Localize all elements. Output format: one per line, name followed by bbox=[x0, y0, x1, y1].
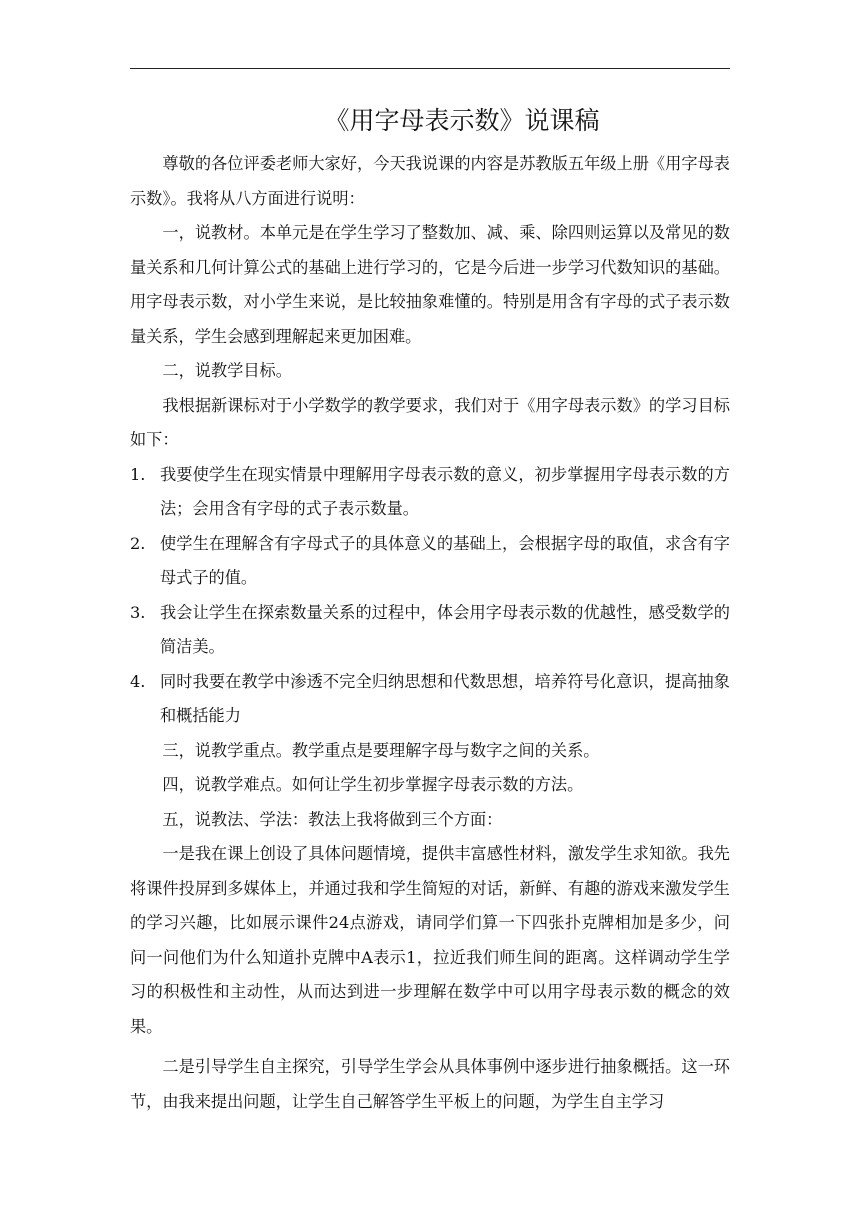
list-text: 我会让学生在探索数量关系的过程中，体会用字母表示数的优越性，感受数学的简洁美。 bbox=[160, 602, 730, 656]
paragraph-difficulties: 四，说教学难点。如何让学生初步掌握字母表示数的方法。 bbox=[162, 775, 584, 794]
paragraph-greeting: 尊敬的各位评委老师大家好，今天我说课的内容是苏教版五年级上册《用字母表示数》。我将从八方面进行说明： bbox=[130, 154, 730, 208]
document-title-text: 《用字母表示数》说课稿 bbox=[324, 106, 600, 135]
document-title bbox=[130, 102, 730, 140]
paragraph-goals-heading: 二，说教学目标。 bbox=[162, 361, 292, 380]
paragraph-methods: 五，说教法、学法：教法上我将做到三个方面： bbox=[162, 809, 503, 829]
goals-list bbox=[130, 458, 730, 734]
list-number: 2. bbox=[130, 533, 146, 553]
list-number: 4. bbox=[130, 671, 146, 691]
paragraph-key-points: 三，说教学重点。教学重点是要理解字母与数字之间的关系。 bbox=[162, 740, 600, 760]
list-number: 3. bbox=[130, 602, 146, 622]
list-item bbox=[130, 458, 730, 527]
paragraph-textbook: 一，说教材。本单元是在学生学习了整数加、减、乘、除四则运算以及常见的数量关系和几何计算公式的基础上进行学习的，它是今后进一步学习代数知识的基础。用字母表示数，对小学生来说，是比较抽象难懂的。特别是用含有字母的式子表示数量关系，学生会感到理解起来更加困难。 bbox=[130, 223, 730, 346]
list-text: 使学生在理解含有字母式子的具体意义的基础上，会根据字母的取值，求含有字母式子的值。 bbox=[160, 533, 730, 587]
paragraph-goals-intro: 我根据新课标对于小学数学的教学要求，我们对于《用字母表示数》的学习目标如下： bbox=[130, 395, 730, 449]
list-text: 同时我要在教学中渗透不完全归纳思想和代数思想，培养符号化意识，提高抽象和概括能力 bbox=[160, 671, 730, 725]
list-number: 1. bbox=[130, 464, 146, 484]
document-body bbox=[130, 147, 730, 1119]
list-item bbox=[130, 527, 730, 596]
paragraph-method-two: 二是引导学生自主探究，引导学生学会从具体事例中逐步进行抽象概括。这一环节，由我来提出问题，让学生自己解答学生平板上的问题，为学生自主学习 bbox=[130, 1057, 730, 1111]
list-text: 我要使学生在现实情景中理解用字母表示数的意义，初步掌握用字母表示数的方法；会用含有字母的式子表示数量。 bbox=[160, 464, 730, 518]
list-item bbox=[130, 596, 730, 665]
header-rule bbox=[130, 68, 730, 69]
list-item bbox=[130, 665, 730, 734]
paragraph-method-one: 一是我在课上创设了具体问题情境，提供丰富感性材料，激发学生求知欲。我先将课件投屏到多媒体上，并通过我和学生简短的对话，新鲜、有趣的游戏来激发学生的学习兴趣，比如展示课件24点游戏，请同学们算一下四张扑克牌相加是多少，问问一问他们为什么知道扑克牌中A表示1，拉近我们师生间的距离。这样调动学生学习的积极性和主动性，从而达到进一步理解在数学中可以用字母表示数的概念的效果。 bbox=[130, 844, 730, 1036]
